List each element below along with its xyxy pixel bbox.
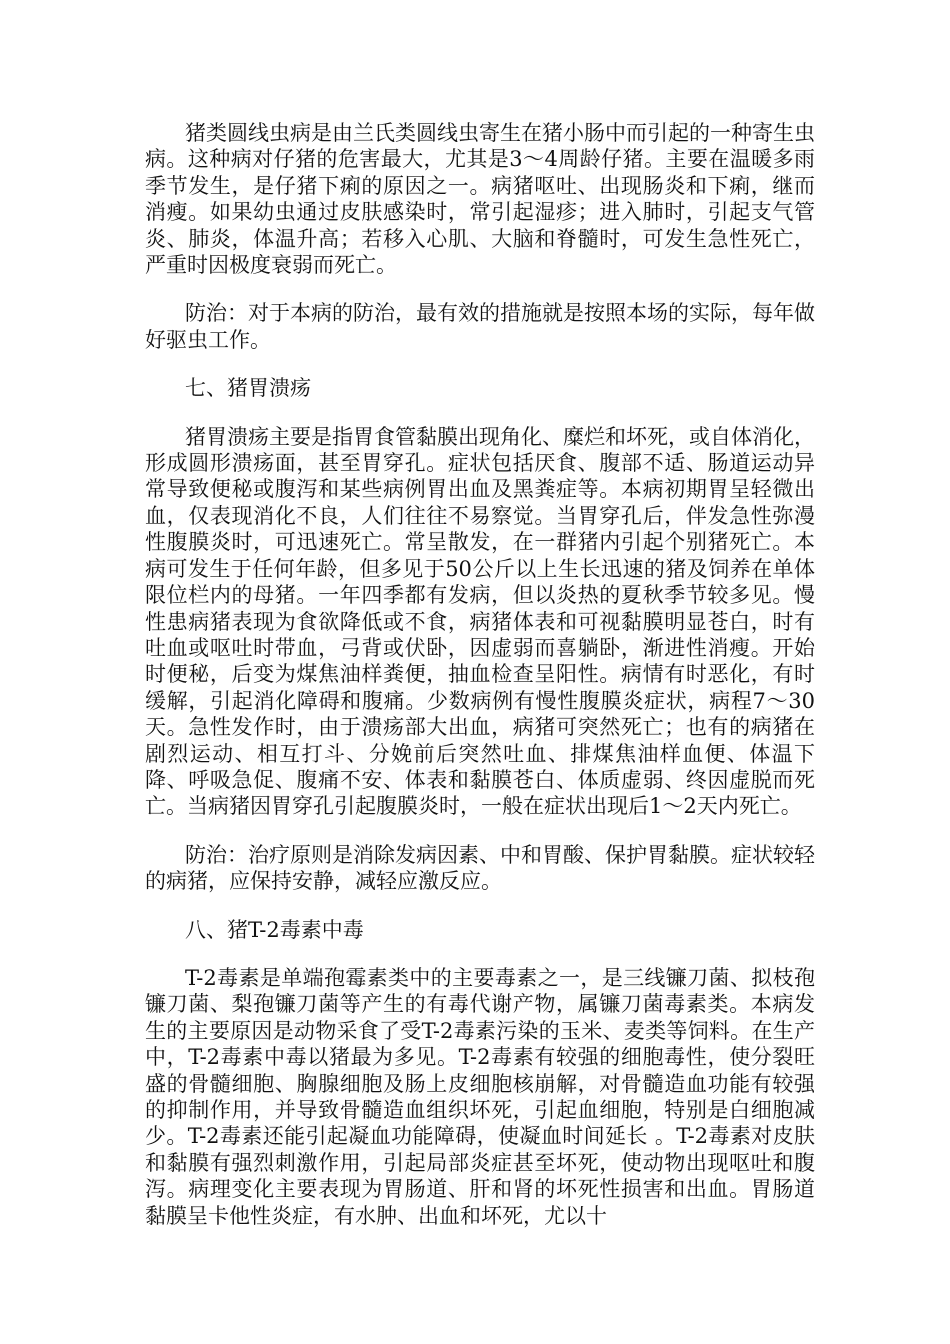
section-heading-t2-toxin: 八、猪T-2毒素中毒 bbox=[185, 917, 364, 942]
paragraph-t2-toxin-description: T-2毒素是单端孢霉素类中的主要毒素之一，是三线镰刀菌、拟枝孢镰刀菌、梨孢镰刀菌等产生的有毒代谢产物，属镰刀菌毒素类。本病发生的主要原因是动物采食了受T-2毒素污染的玉米、麦类等饲料。在生产中，T-2毒素中毒以猪最为多见。T-2毒素有较强的细胞毒性，使分裂旺盛的骨髓细胞、胸腺细胞及肠上皮细胞核崩解，对骨髓造血功能有较强的抑制作用，并导致骨髓造血组织坏死，引起血细胞，特别是白细胞减少。T-2毒素还能引起凝血功能障碍，使凝血时间延长 。T-2毒素对皮肤和黏膜有强烈刺激作用，引起局部炎症甚至坏死，使动物出现呕吐和腹泻。病理变化主要表现为胃肠道、肝和肾的坏死性损害和出血。胃肠道黏膜呈卡他性炎症，有水肿、出血和坏死，尤以十 bbox=[145, 965, 815, 1228]
section-heading-gastric-ulcer: 七、猪胃溃疡 bbox=[185, 376, 311, 401]
paragraph-roundworm-intro: 猪类圆线虫病是由兰氏类圆线虫寄生在猪小肠中而引起的一种寄生虫病。这种病对仔猪的危害最大，尤其是3～4周龄仔猪。主要在温暖多雨季节发生，是仔猪下痢的原因之一。病猪呕吐、出现肠炎和下痢，继而消瘦。如果幼虫通过皮肤感染时，常引起湿疹；进入肺时，引起支气管炎、肺炎，体温升高；若移入心肌、大脑和脊髓时，可发生急性死亡，严重时因极度衰弱而死亡。 bbox=[145, 121, 815, 278]
paragraph-gastric-ulcer-description: 猪胃溃疡主要是指胃食管黏膜出现角化、糜烂和坏死，或自体消化，形成圆形溃疡面，甚至胃穿孔。症状包括厌食、腹部不适、肠道运动异常导致便秘或腹泻和某些病例胃出血及黑粪症等。本病初期胃呈轻微出血，仅表现消化不良，人们往往不易察觉。当胃穿孔后，伴发急性弥漫性腹膜炎时，可迅速死亡。常呈散发，在一群猪内引起个别猪死亡。本病可发生于任何年龄，但多见于50公斤以上生长迅速的猪及饲养在单体限位栏内的母猪。一年四季都有发病，但以炎热的夏秋季节较多见。慢性患病猪表现为食欲降低或不食，病猪体表和可视黏膜明显苍白，时有吐血或呕吐时带血，弓背或伏卧，因虚弱而喜躺卧，渐进性消瘦。开始时便秘，后变为煤焦油样粪便，抽血检查呈阳性。病情有时恶化，有时缓解，引起消化障碍和腹痛。少数病例有慢性腹膜炎症状，病程7～30天。急性发作时，由于溃疡部大出血，病猪可突然死亡；也有的病猪在剧烈运动、相互打斗、分娩前后突然吐血、排煤焦油样血便、体温下降、呼吸急促、腹痛不安、体表和黏膜苍白、体质虚弱、终因虚脱而死亡。当病猪因胃穿孔引起腹膜炎时，一般在症状出现后1～2天内死亡。 bbox=[145, 424, 815, 819]
paragraph-roundworm-prevention: 防治：对于本病的防治，最有效的措施就是按照本场的实际，每年做好驱虫工作。 bbox=[145, 301, 815, 352]
paragraph-gastric-ulcer-prevention: 防治：治疗原则是消除发病因素、中和胃酸、保护胃黏膜。症状较轻的病猪，应保持安静，减轻应激反应。 bbox=[145, 842, 815, 894]
document-body bbox=[145, 120, 815, 1251]
